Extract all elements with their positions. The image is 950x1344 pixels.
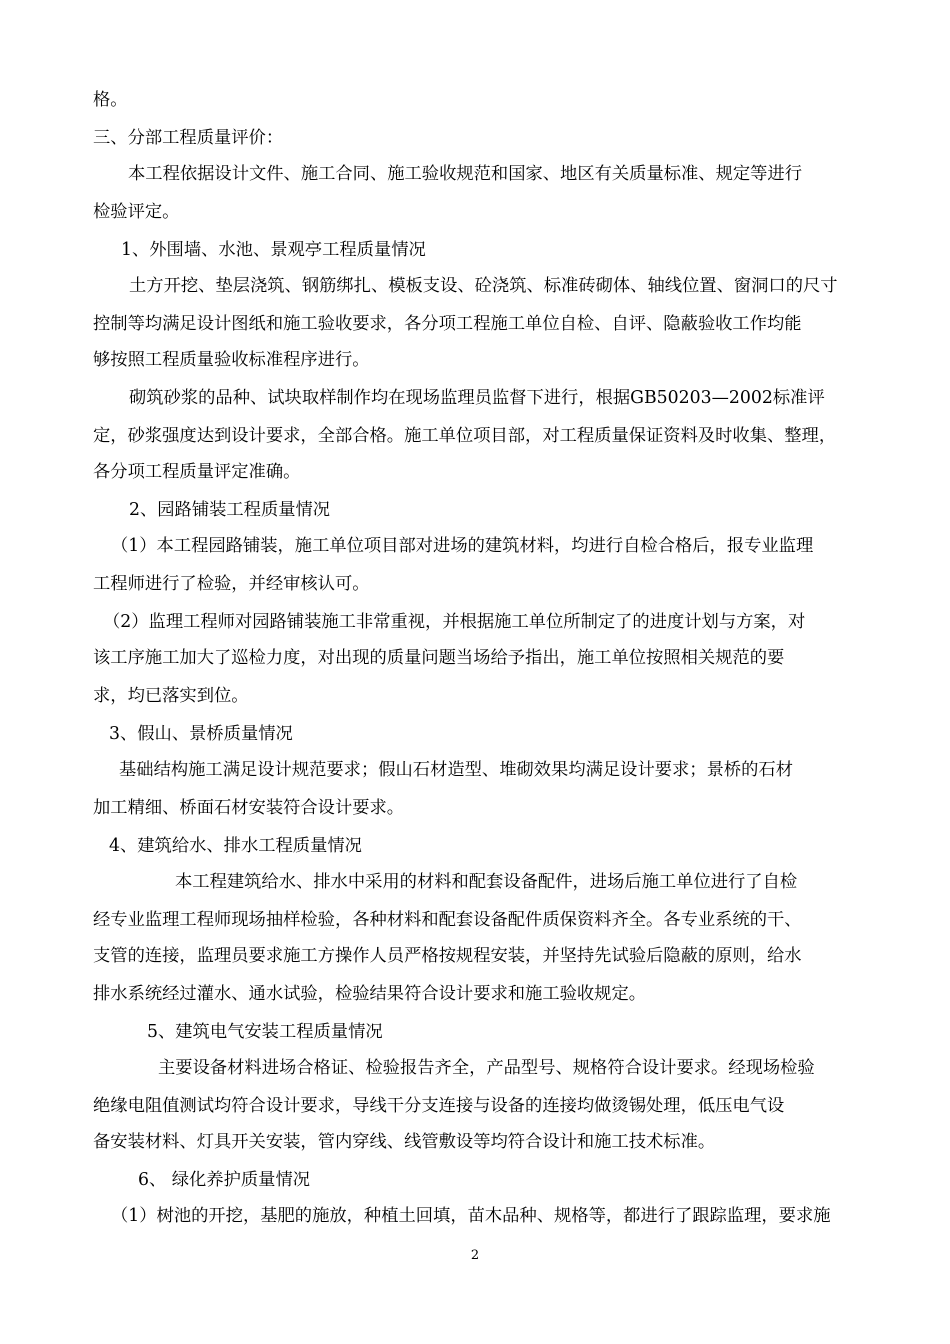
text-line: 控制等均满足设计图纸和施工验收要求，各分项工程施工单位自检、自评、隐蔽验收工作均能	[93, 314, 802, 334]
text-line: 6、 绿化养护质量情况	[138, 1170, 311, 1190]
page-number: 2	[470, 1248, 480, 1263]
text-line: 够按照工程质量验收标准程序进行。	[93, 350, 370, 370]
text-line: 支管的连接，监理员要求施工方操作人员严格按规程安装，并坚持先试验后隐蔽的原则，给水	[93, 946, 802, 966]
text-line: 2、园路铺装工程质量情况	[129, 500, 331, 520]
text-line: （2）监理工程师对园路铺装施工非常重视，并根据施工单位所制定了的进度计划与方案，对	[103, 612, 806, 632]
text-line: 检验评定。	[93, 202, 180, 222]
text-line: 5、建筑电气安装工程质量情况	[147, 1022, 383, 1042]
text-line: 3、假山、景桥质量情况	[109, 724, 293, 744]
text-line: 格。	[93, 90, 128, 110]
text-line: 各分项工程质量评定准确。	[93, 462, 301, 482]
text-line: 该工序施工加大了巡检力度，对出现的质量问题当场给予指出，施工单位按照相关规范的要	[93, 648, 785, 668]
text-line: 基础结构施工满足设计规范要求；假山石材造型、堆砌效果均满足设计要求；景桥的石材	[119, 760, 793, 780]
text-line: 经专业监理工程师现场抽样检验，各种材料和配套设备配件质保资料齐全。各专业系统的干、	[93, 910, 802, 930]
text-line: 备安装材料、灯具开关安装，管内穿线、线管敷设等均符合设计和施工技术标准。	[93, 1132, 716, 1152]
text-line: 加工精细、桥面石材安装符合设计要求。	[93, 798, 405, 818]
text-line: 定，砂浆强度达到设计要求，全部合格。施工单位项目部，对工程质量保证资料及时收集、整理，	[93, 426, 837, 446]
text-line: 工程师进行了检验，并经审核认可。	[93, 574, 370, 594]
text-line: 求，均已落实到位。	[93, 686, 249, 706]
text-line: （1）本工程园路铺装，施工单位项目部对进场的建筑材料，均进行自检合格后，报专业监理	[111, 536, 814, 556]
text-line: 绝缘电阻值测试均符合设计要求，导线干分支连接与设备的连接均做烫锡处理，低压电气设	[93, 1096, 785, 1116]
text-line: 主要设备材料进场合格证、检验报告齐全，产品型号、规格符合设计要求。经现场检验	[158, 1058, 815, 1078]
text-line: 本工程依据设计文件、施工合同、施工验收规范和国家、地区有关质量标准、规定等进行	[128, 164, 802, 184]
text-line: 4、建筑给水、排水工程质量情况	[109, 836, 362, 856]
text-line: 砌筑砂浆的品种、试块取样制作均在现场监理员监督下进行，根据GB50203—2002标准评	[129, 388, 825, 408]
text-line: 土方开挖、垫层浇筑、钢筋绑扎、模板支设、砼浇筑、标准砖砌体、轴线位置、窗洞口的尺寸	[129, 276, 838, 296]
text-line: （1）树池的开挖，基肥的施放，种植土回填，苗木品种、规格等，都进行了跟踪监理，要求施	[111, 1206, 831, 1226]
text-line: 本工程建筑给水、排水中采用的材料和配套设备配件，进场后施工单位进行了自检	[175, 872, 798, 892]
text-line: 排水系统经过灌水、通水试验，检验结果符合设计要求和施工验收规定。	[93, 984, 647, 1004]
text-line: 三、分部工程质量评价：	[93, 128, 284, 148]
text-line: 1、外围墙、水池、景观亭工程质量情况	[121, 240, 426, 260]
